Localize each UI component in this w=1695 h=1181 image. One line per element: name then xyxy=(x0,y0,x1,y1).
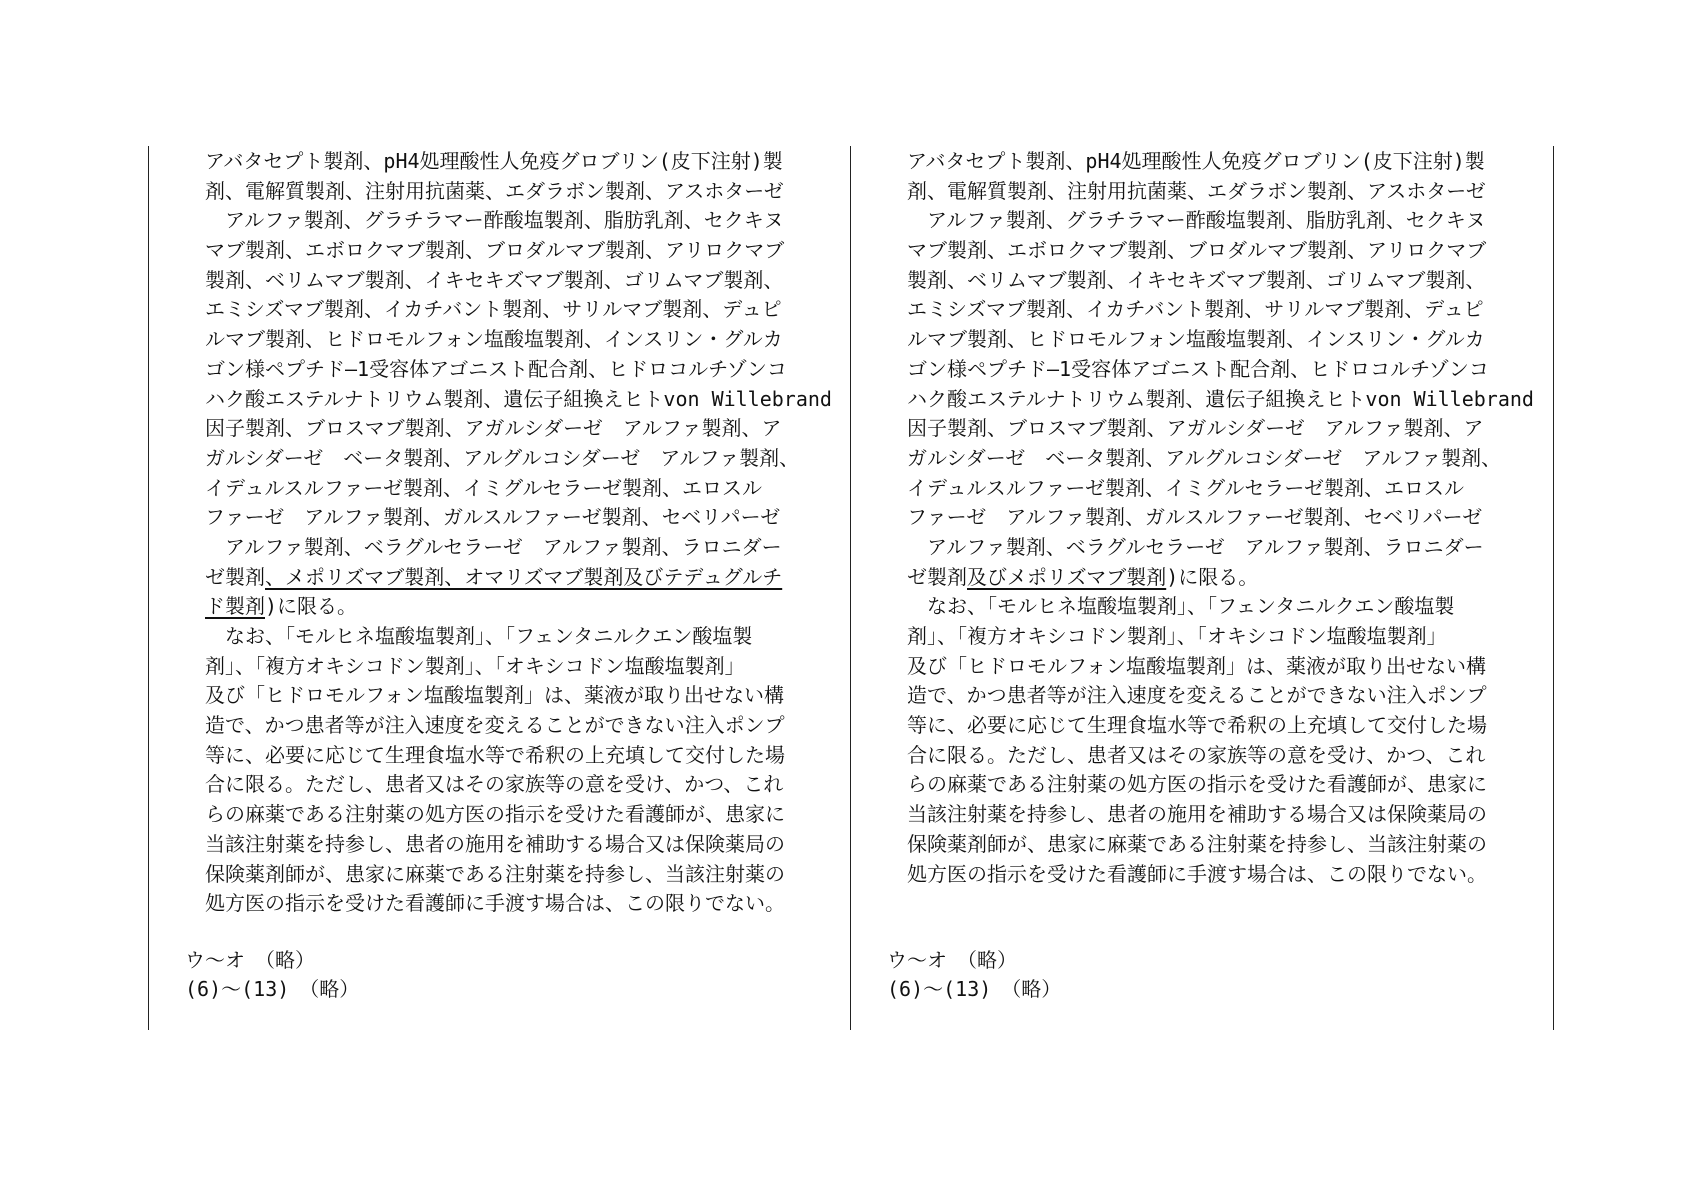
text-segment: )に限る。 xyxy=(1166,564,1259,589)
text-line: アルファ製剤、ベラグルセラーゼ アルファ製剤、ラロニダー xyxy=(907,534,1484,559)
text-line: 及び「ヒドロモルフォン塩酸塩製剤」は、薬液が取り出せない構 xyxy=(907,653,1486,678)
text-line: アバタセプト製剤、pH4処理酸性人免疫グロブリン(皮下注射)製 xyxy=(205,149,783,173)
text-segment: ゼ製剤 xyxy=(907,564,967,589)
omitted-items-u-o: ウ～オ （略） xyxy=(185,948,315,972)
text-line: ガルシダーゼ ベータ製剤、アルグルコシダーゼ アルファ製剤、 xyxy=(205,445,800,470)
text-line: 剤」、「複方オキシコドン製剤」、「オキシコドン塩酸塩製剤」 xyxy=(907,624,1447,648)
text-line: ファーゼ アルファ製剤、ガルスルファーゼ製剤、セベリパーゼ xyxy=(205,505,781,530)
text-line: 合に限る。ただし、患者又はその家族等の意を受け、かつ、これ xyxy=(205,772,784,797)
underlined-amendment: 、メポリズマブ製剤、オマリズマブ製剤及びテデュグルチ xyxy=(265,564,783,589)
text-line: ゴン様ペプチド―1受容体アゴニスト配合剤、ヒドロコルチゾンコ xyxy=(205,356,787,381)
left-drug-list-paragraph xyxy=(205,147,865,622)
text-line xyxy=(205,563,865,593)
text-line: 処方医の指示を受けた看護師に手渡す場合は、この限りでない。 xyxy=(205,891,785,916)
text-line: 剤、電解質製剤、注射用抗菌薬、エダラボン製剤、アスホターゼ xyxy=(907,178,1486,203)
omitted-items-6-13: (6)～(13) （略） xyxy=(185,977,360,1001)
text-line xyxy=(205,592,865,622)
text-line xyxy=(907,563,1567,593)
text-line: マブ製剤、エボロクマブ製剤、ブロダルマブ製剤、アリロクマブ xyxy=(205,238,785,263)
text-line: 製剤、ベリムマブ製剤、イキセキズマブ製剤、ゴリムマブ製剤、 xyxy=(205,267,784,292)
text-line: イデュルスルファーゼ製剤、イミグルセラーゼ製剤、エロスル xyxy=(907,475,1464,500)
text-segment: ゼ製剤 xyxy=(205,564,265,589)
text-line: ファーゼ アルファ製剤、ガルスルファーゼ製剤、セベリパーゼ xyxy=(907,505,1483,530)
text-line: 当該注射薬を持参し、患者の施用を補助する場合又は保険薬局の xyxy=(907,802,1487,827)
text-line: ハク酸エステルナトリウム製剤、遺伝子組換えヒトvon Willebrand xyxy=(205,386,832,411)
text-line: 保険薬剤師が、患家に麻薬である注射薬を持参し、当該注射薬の xyxy=(907,831,1487,856)
text-line: ゴン様ペプチド―1受容体アゴニスト配合剤、ヒドロコルチゾンコ xyxy=(907,356,1489,381)
text-line: 合に限る。ただし、患者又はその家族等の意を受け、かつ、これ xyxy=(907,742,1486,767)
text-line: エミシズマブ製剤、イカチバント製剤、サリルマブ製剤、デュピ xyxy=(907,297,1484,322)
text-line: 造で、かつ患者等が注入速度を変えることができない注入ポンプ xyxy=(907,683,1487,708)
text-segment: )に限る。 xyxy=(265,594,358,619)
text-line: 当該注射薬を持参し、患者の施用を補助する場合又は保険薬局の xyxy=(205,831,785,856)
text-line: らの麻薬である注射薬の処方医の指示を受けた看護師が、患家に xyxy=(205,802,785,827)
text-line: 造で、かつ患者等が注入速度を変えることができない注入ポンプ xyxy=(205,713,785,738)
underlined-amendment: 及びメポリズマブ製剤 xyxy=(967,564,1167,589)
text-line: なお、「モルヒネ塩酸塩製剤」、「フェンタニルクエン酸塩製 xyxy=(907,594,1455,619)
text-line: らの麻薬である注射薬の処方医の指示を受けた看護師が、患家に xyxy=(907,772,1487,797)
right-column xyxy=(907,147,1567,889)
text-line: 等に、必要に応じて生理食塩水等で希釈の上充填して交付した場 xyxy=(907,713,1487,738)
text-line: ルマブ製剤、ヒドロモルフォン塩酸塩製剤、インスリン・グルカ xyxy=(907,327,1485,352)
right-drug-list-paragraph xyxy=(907,147,1567,592)
omitted-items-6-13: (6)～(13) （略） xyxy=(887,977,1062,1001)
text-line: 剤」、「複方オキシコドン製剤」、「オキシコドン塩酸塩製剤」 xyxy=(205,653,745,678)
left-footer xyxy=(185,946,359,1004)
left-column xyxy=(205,147,865,919)
right-note-paragraph xyxy=(907,592,1567,889)
text-line: アバタセプト製剤、pH4処理酸性人免疫グロブリン(皮下注射)製 xyxy=(907,149,1485,173)
text-line: ルマブ製剤、ヒドロモルフォン塩酸塩製剤、インスリン・グルカ xyxy=(205,327,783,352)
left-note-paragraph xyxy=(205,622,865,919)
text-line: マブ製剤、エボロクマブ製剤、ブロダルマブ製剤、アリロクマブ xyxy=(907,238,1487,263)
underlined-amendment: ド製剤 xyxy=(205,594,265,619)
text-line: エミシズマブ製剤、イカチバント製剤、サリルマブ製剤、デュピ xyxy=(205,297,782,322)
text-line: ガルシダーゼ ベータ製剤、アルグルコシダーゼ アルファ製剤、 xyxy=(907,445,1502,470)
text-line: アルファ製剤、グラチラマー酢酸塩製剤、脂肪乳剤、セクキヌ xyxy=(205,208,784,233)
text-line: 処方医の指示を受けた看護師に手渡す場合は、この限りでない。 xyxy=(907,861,1487,886)
omitted-items-u-o: ウ～オ （略） xyxy=(887,948,1017,972)
text-line: 製剤、ベリムマブ製剤、イキセキズマブ製剤、ゴリムマブ製剤、 xyxy=(907,267,1486,292)
text-line: 剤、電解質製剤、注射用抗菌薬、エダラボン製剤、アスホターゼ xyxy=(205,178,784,203)
text-line: なお、「モルヒネ塩酸塩製剤」、「フェンタニルクエン酸塩製 xyxy=(205,624,753,648)
text-line: ハク酸エステルナトリウム製剤、遺伝子組換えヒトvon Willebrand xyxy=(907,386,1534,411)
text-line: アルファ製剤、グラチラマー酢酸塩製剤、脂肪乳剤、セクキヌ xyxy=(907,208,1486,233)
text-line: 因子製剤、ブロスマブ製剤、アガルシダーゼ アルファ製剤、ア xyxy=(205,416,782,441)
text-line: 因子製剤、ブロスマブ製剤、アガルシダーゼ アルファ製剤、ア xyxy=(907,416,1484,441)
text-line: 保険薬剤師が、患家に麻薬である注射薬を持参し、当該注射薬の xyxy=(205,861,785,886)
text-line: イデュルスルファーゼ製剤、イミグルセラーゼ製剤、エロスル xyxy=(205,475,762,500)
left-border-line xyxy=(148,146,149,1030)
text-line: 及び「ヒドロモルフォン塩酸塩製剤」は、薬液が取り出せない構 xyxy=(205,683,784,708)
text-line: 等に、必要に応じて生理食塩水等で希釈の上充填して交付した場 xyxy=(205,742,785,767)
text-line: アルファ製剤、ベラグルセラーゼ アルファ製剤、ラロニダー xyxy=(205,534,782,559)
right-footer xyxy=(887,946,1061,1004)
